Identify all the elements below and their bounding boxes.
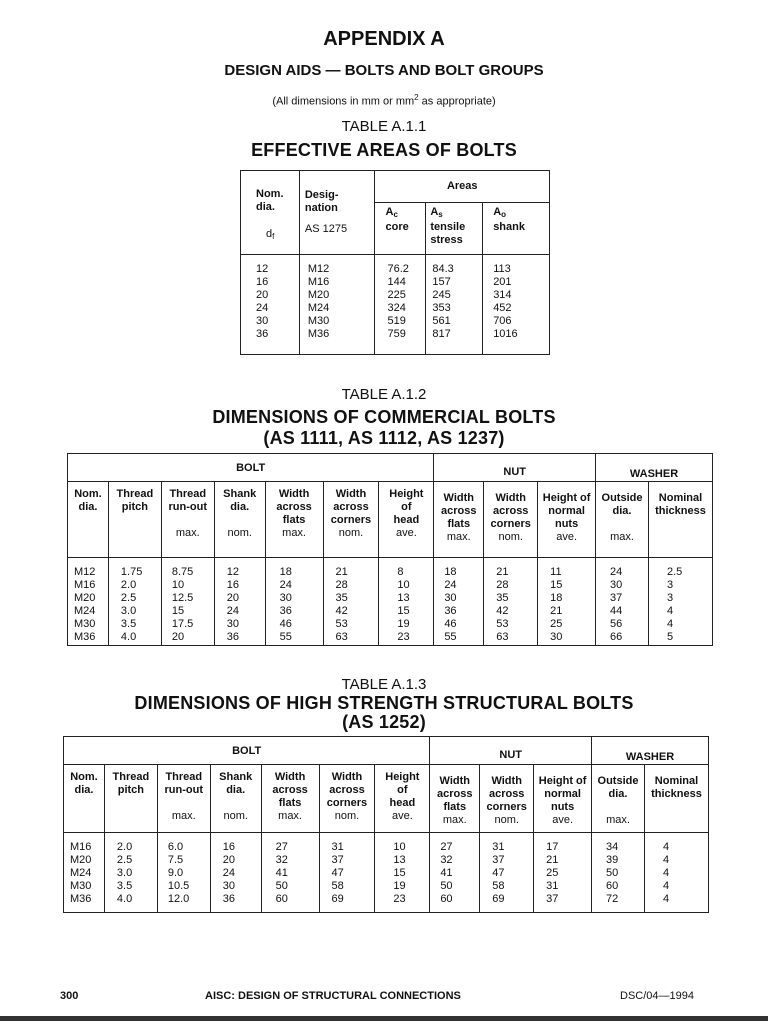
t3-col-wac (319, 833, 375, 913)
table-cell: 6.0 (167, 841, 184, 853)
table-cell: M16 (70, 841, 92, 853)
t3-hdr-nomdia: Nom. dia. (64, 765, 105, 833)
table-cell: 50 (440, 880, 453, 892)
table-cell: 28 (496, 579, 509, 591)
t3-col-waf (261, 833, 319, 913)
table-cell: 36 (222, 893, 235, 905)
table-cell: 17 (546, 841, 559, 853)
t3-hdr-shank: Shank dia. nom. (210, 765, 261, 833)
t2-hdr-wac: Width across corners nom. (323, 482, 379, 558)
t3-group-washer: WASHER (592, 737, 709, 765)
table-cell: 30 (550, 631, 563, 643)
doc-reference: DSC/04—1994 (620, 990, 694, 1002)
table3-caption: TABLE A.1.3 (341, 676, 427, 693)
table-cell: 8 (397, 566, 404, 578)
table-cell: 2.0 (120, 579, 137, 591)
table-cell: 706 (493, 315, 512, 327)
table-cell: 452 (493, 302, 512, 314)
table-cell: 2.0 (116, 841, 133, 853)
t2-col-nwaf (434, 558, 484, 646)
table-cell: 58 (331, 880, 344, 892)
t3-hdr-nut_h: Height of normal nuts ave. (534, 765, 592, 833)
table-cell: 4 (666, 618, 674, 630)
table-cell: 12 (256, 263, 269, 275)
table-cell: 9.0 (167, 867, 184, 879)
table-cell: 31 (331, 841, 344, 853)
t2-col-head (379, 558, 434, 646)
appendix-title: APPENDIX A (323, 28, 445, 50)
table-cell: 32 (440, 854, 453, 866)
t3-group-nut: NUT (430, 737, 592, 765)
table-cell: 20 (226, 592, 239, 604)
table-cell: M24 (307, 302, 330, 314)
t1-col-ac (375, 255, 426, 355)
table-cell: 3.5 (116, 880, 133, 892)
table-cell: 60 (440, 893, 453, 905)
table-cell: 21 (550, 605, 563, 617)
table-cell: 3 (666, 579, 674, 591)
table-cell: M36 (74, 631, 96, 643)
table-cell: 69 (331, 893, 344, 905)
table-cell: M12 (74, 566, 96, 578)
table-cell: 519 (387, 315, 406, 327)
table1 (240, 170, 550, 355)
table-cell: 37 (492, 854, 505, 866)
table-cell: 41 (275, 867, 288, 879)
table-cell: 18 (279, 566, 292, 578)
table-cell: 36 (444, 605, 457, 617)
table2-title-line2: (AS 1111, AS 1112, AS 1237) (263, 428, 505, 448)
table-cell: 19 (397, 618, 410, 630)
table-cell: 113 (493, 263, 511, 275)
table-cell: 44 (610, 605, 623, 617)
table-cell: 24 (226, 605, 239, 617)
t1-hdr-areas: Areas (375, 171, 550, 203)
table-cell: 4.0 (116, 893, 133, 905)
table-cell: 15 (393, 867, 406, 879)
table-cell: 46 (279, 618, 292, 630)
table-cell: 3.0 (120, 605, 137, 617)
t3-hdr-runout: Thread run-out max. (157, 765, 210, 833)
table2-title-line1: DIMENSIONS OF COMMERCIAL BOLTS (212, 407, 556, 427)
t3-hdr-head: Height of head ave. (375, 765, 430, 833)
t3-group-bolt: BOLT (64, 737, 430, 765)
table-cell: 39 (606, 854, 619, 866)
table-cell: 13 (397, 592, 410, 604)
table-cell: 21 (496, 566, 509, 578)
table-cell: 30 (256, 315, 269, 327)
t1-col-as (426, 255, 483, 355)
table-cell: M24 (74, 605, 96, 617)
table-cell: 24 (610, 566, 623, 578)
table-cell: 12.0 (167, 893, 190, 905)
table-cell: 1016 (493, 328, 518, 340)
table-cell: 27 (275, 841, 288, 853)
table-cell: 35 (496, 592, 509, 604)
t3-hdr-nwaf: Width across flats max. (430, 765, 480, 833)
t2-col-wac (323, 558, 379, 646)
table-cell: 24 (256, 302, 269, 314)
t2-hdr-nwaf: Width across flats max. (434, 482, 484, 558)
table-cell: 28 (335, 579, 348, 591)
table-cell: 2.5 (116, 854, 133, 866)
table-cell: 63 (496, 631, 509, 643)
table-cell: 1.75 (120, 566, 143, 578)
table-cell: 3.0 (116, 867, 133, 879)
t2-hdr-nwac: Width across corners nom. (484, 482, 538, 558)
units-note-post: as appropriate) (418, 95, 496, 108)
table-cell: 32 (275, 854, 288, 866)
t3-hdr-nwac: Width across corners nom. (480, 765, 534, 833)
table-cell: M16 (74, 579, 96, 591)
t3-col-head (375, 833, 430, 913)
t1-hdr-ao: $A_o$ shank (483, 203, 550, 255)
t2-hdr-head: Height of head ave. (379, 482, 434, 558)
table-cell: 759 (387, 328, 406, 340)
table-cell: 4 (662, 841, 670, 853)
t2-hdr-thk: Nominal thickness (648, 482, 712, 558)
table-cell: 2.5 (120, 592, 137, 604)
table-cell: M20 (74, 592, 96, 604)
table-cell: 30 (610, 579, 623, 591)
table-cell: 76.2 (387, 263, 409, 275)
table-cell: 36 (226, 631, 239, 643)
table-cell: 47 (331, 867, 344, 879)
t3-col-shank (210, 833, 261, 913)
table3-title-line2: (AS 1252) (342, 712, 426, 732)
book-title: AISC: DESIGN OF STRUCTURAL CONNECTIONS (205, 990, 461, 1002)
table-cell: 23 (393, 893, 406, 905)
t2-col-shank (214, 558, 265, 646)
table-cell: 24 (279, 579, 292, 591)
t2-col-nomdia (68, 558, 109, 646)
table-cell: 18 (550, 592, 563, 604)
table-cell: 31 (492, 841, 505, 853)
table-cell: 3 (666, 592, 674, 604)
table-cell: 21 (546, 854, 559, 866)
table-cell: M12 (307, 263, 330, 275)
table-cell: 245 (432, 289, 451, 301)
table2-caption: TABLE A.1.2 (341, 386, 427, 403)
table-cell: 63 (335, 631, 348, 643)
table3-title-line1: DIMENSIONS OF HIGH STRENGTH STRUCTURAL BOLTS (134, 693, 634, 713)
t3-col-od (592, 833, 645, 913)
t2-col-runout (161, 558, 214, 646)
table-cell: 11 (550, 566, 562, 578)
table-cell: 16 (256, 276, 269, 288)
table-cell: 60 (606, 880, 619, 892)
table-cell: 25 (550, 618, 563, 630)
table-cell: 12 (226, 566, 239, 578)
table-cell: 5 (666, 631, 674, 643)
table2 (67, 453, 713, 646)
table-cell: 8.75 (171, 566, 194, 578)
table-cell: 20 (256, 289, 269, 301)
t1-hdr-ac: $A_c$ core (375, 203, 426, 255)
table-cell: M30 (74, 618, 96, 630)
table-cell: 69 (492, 893, 505, 905)
table-cell: 35 (335, 592, 348, 604)
table-cell: M30 (307, 315, 330, 327)
table-cell: 30 (226, 618, 239, 630)
t2-col-od (596, 558, 649, 646)
t3-col-runout (157, 833, 210, 913)
table-cell: 4 (662, 880, 670, 892)
table-cell: 37 (546, 893, 559, 905)
table-cell: 157 (432, 276, 451, 288)
table-cell: 50 (275, 880, 288, 892)
table-cell: 42 (335, 605, 348, 617)
t2-col-thk (648, 558, 712, 646)
t3-hdr-wac: Width across corners nom. (319, 765, 375, 833)
table-cell: 19 (393, 880, 406, 892)
table-cell: 4 (662, 854, 670, 866)
table-cell: 27 (440, 841, 453, 853)
table-cell: 7.5 (167, 854, 184, 866)
units-note-sup: 2 (414, 93, 419, 102)
table-cell: M16 (307, 276, 330, 288)
table-cell: 84.3 (432, 263, 454, 275)
table-cell: M20 (307, 289, 330, 301)
table-cell: 37 (331, 854, 344, 866)
table-cell: 15 (397, 605, 410, 617)
table-cell: 10 (393, 841, 406, 853)
table-cell: 15 (171, 605, 185, 617)
t1-hdr-as: $A_s$ tensile stress (426, 203, 483, 255)
t3-col-nomdia (64, 833, 105, 913)
t3-col-thk (644, 833, 708, 913)
t2-hdr-pitch: Thread pitch (108, 482, 161, 558)
t2-hdr-nut_h: Height of normal nuts ave. (538, 482, 596, 558)
table-cell: 4 (666, 605, 674, 617)
table-cell: 817 (432, 328, 451, 340)
table1-caption: TABLE A.1.1 (341, 118, 427, 135)
table-cell: 324 (387, 302, 406, 314)
table-cell: 55 (444, 631, 457, 643)
table-cell: 144 (387, 276, 406, 288)
table-cell: 353 (432, 302, 451, 314)
table-cell: 58 (492, 880, 505, 892)
table-cell: 56 (610, 618, 623, 630)
table-cell: 15 (550, 579, 563, 591)
page-number: 300 (60, 990, 79, 1002)
t2-col-waf (265, 558, 323, 646)
table-cell: 12.5 (171, 592, 194, 604)
t2-hdr-runout: Thread run-out max. (161, 482, 214, 558)
table-cell: 2.5 (666, 566, 683, 578)
t3-col-nwaf (430, 833, 480, 913)
table-cell: M30 (70, 880, 92, 892)
table-cell: 225 (387, 289, 406, 301)
t2-group-bolt: BOLT (68, 454, 434, 482)
table-cell: 34 (606, 841, 619, 853)
t3-col-nut_h (534, 833, 592, 913)
table-cell: 20 (222, 854, 235, 866)
t2-col-nut_h (538, 558, 596, 646)
t2-group-nut: NUT (434, 454, 596, 482)
table-cell: 66 (610, 631, 623, 643)
table-cell: 18 (444, 566, 457, 578)
table-cell: 10.5 (167, 880, 190, 892)
t3-hdr-waf: Width across flats max. (261, 765, 319, 833)
table-cell: 53 (496, 618, 509, 630)
table-cell: 10 (171, 579, 185, 591)
table-cell: 24 (444, 579, 457, 591)
t2-hdr-waf: Width across flats max. (265, 482, 323, 558)
table-cell: 37 (610, 592, 623, 604)
table-cell: 72 (606, 893, 619, 905)
table-cell: 16 (222, 841, 235, 853)
units-note (0, 93, 768, 108)
t2-hdr-od: Outside dia. max. (596, 482, 649, 558)
t3-hdr-od: Outside dia. max. (592, 765, 645, 833)
t3-hdr-thk: Nominal thickness (644, 765, 708, 833)
table-cell: 17.5 (171, 618, 194, 630)
table-cell: M20 (70, 854, 92, 866)
table-cell: 25 (546, 867, 559, 879)
table-cell: 42 (496, 605, 509, 617)
table-cell: 4.0 (120, 631, 137, 643)
table-cell: 46 (444, 618, 457, 630)
table-cell: 16 (226, 579, 239, 591)
table-cell: 30 (444, 592, 457, 604)
t2-col-pitch (108, 558, 161, 646)
table-cell: M36 (307, 328, 330, 340)
units-note-pre: (All dimensions in mm or mm (272, 95, 415, 108)
t2-col-nwac (484, 558, 538, 646)
table-cell: 50 (606, 867, 619, 879)
t1-col-nom (241, 255, 300, 355)
t1-col-desig (299, 255, 375, 355)
table-cell: 30 (279, 592, 292, 604)
table-cell: 36 (256, 328, 269, 340)
table-cell: 21 (335, 566, 348, 578)
table-cell: 53 (335, 618, 348, 630)
t3-col-nwac (480, 833, 534, 913)
table-cell: 10 (397, 579, 410, 591)
t1-hdr-desig: Desig- nation AS 1275 (299, 171, 375, 255)
t3-col-pitch (104, 833, 157, 913)
t2-hdr-shank: Shank dia. nom. (214, 482, 265, 558)
scan-edge-bar (0, 1016, 768, 1021)
table3 (63, 736, 709, 913)
table-cell: 36 (279, 605, 292, 617)
table-cell: 13 (393, 854, 406, 866)
table-cell: 60 (275, 893, 288, 905)
table-cell: 201 (493, 276, 512, 288)
t2-hdr-nomdia: Nom. dia. (68, 482, 109, 558)
table-cell: 4 (662, 893, 670, 905)
t1-col-ao (483, 255, 550, 355)
table-cell: 55 (279, 631, 292, 643)
table-cell: 23 (397, 631, 410, 643)
table-cell: 561 (432, 315, 451, 327)
table-cell: 47 (492, 867, 505, 879)
table-cell: 4 (662, 867, 670, 879)
table-cell: 41 (440, 867, 453, 879)
table1-title: EFFECTIVE AREAS OF BOLTS (251, 140, 517, 160)
table-cell: 314 (493, 289, 512, 301)
table-cell: 31 (546, 880, 559, 892)
table-cell: 3.5 (120, 618, 137, 630)
t3-hdr-pitch: Thread pitch (104, 765, 157, 833)
table-cell: 30 (222, 880, 235, 892)
table-cell: M24 (70, 867, 92, 879)
t2-group-washer: WASHER (596, 454, 713, 482)
t1-hdr-nomdia: Nom. dia. $d_f$ (241, 171, 300, 255)
table-cell: M36 (70, 893, 92, 905)
table-cell: 24 (222, 867, 235, 879)
table-cell: 20 (171, 631, 185, 643)
appendix-subtitle: DESIGN AIDS — BOLTS AND BOLT GROUPS (224, 62, 544, 79)
